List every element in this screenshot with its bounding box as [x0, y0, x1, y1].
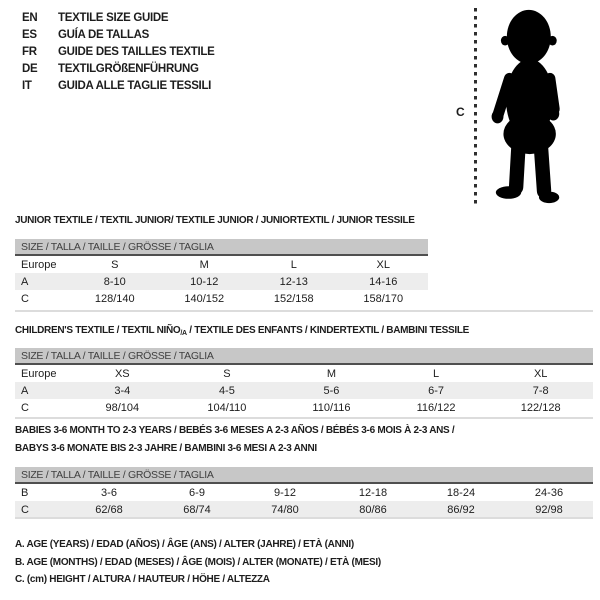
table-row-height [15, 290, 428, 307]
cell: 7-8 [532, 384, 549, 397]
babies-title-line1: BABIES 3-6 MONTH TO 2-3 YEARS / BEBÉS 3-6 MESES A 2-3 AÑOS / BÉBÉS 3-6 MOIS À 2-3 ANS / [15, 425, 455, 436]
cell: S [111, 258, 119, 271]
row-label: A [21, 275, 29, 288]
size-header-bar: SIZE / TALLA / TAILLE / GRÖSSE / TAGLIA [15, 239, 428, 255]
cell: S [223, 367, 231, 380]
cell: 3-4 [114, 384, 131, 397]
babies-size-table [15, 467, 593, 518]
cell: 10-12 [190, 275, 219, 288]
cell: 5-6 [323, 384, 340, 397]
cell: 18-24 [446, 486, 476, 499]
cell: 62/68 [95, 503, 123, 516]
lang-row-en [22, 10, 215, 27]
lang-code: ES [22, 29, 37, 41]
cell: 24-36 [534, 486, 564, 499]
row-label: C [21, 292, 29, 305]
cell: 92/98 [535, 503, 563, 516]
cell: 80/86 [359, 503, 387, 516]
cell: 6-9 [189, 486, 205, 499]
lang-title: TEXTILGRÖßENFÜHRUNG [58, 63, 199, 75]
cell: M [199, 258, 209, 271]
lang-title: GUIDA ALLE TAGLIE TESSILI [58, 80, 212, 92]
row-label: B [21, 486, 29, 499]
cell: 12-13 [279, 275, 308, 288]
junior-section-title: JUNIOR TEXTILE / TEXTIL JUNIOR/ TEXTILE JUNIOR / JUNIORTEXTIL / JUNIOR TESSILE [15, 215, 415, 226]
lang-row-it [22, 78, 215, 95]
cell: 3-6 [101, 486, 117, 499]
row-label: C [21, 401, 29, 414]
lang-code: EN [22, 12, 38, 24]
babies-section-title [15, 422, 454, 458]
table-bottom-rule [15, 517, 593, 519]
cell: 116/122 [416, 401, 456, 414]
legend-c: C. (cm) HEIGHT / ALTURA / HAUTEUR / HÖHE / ALTEZZA [15, 574, 270, 585]
table-bottom-rule [15, 310, 593, 312]
table-row-europe [15, 364, 593, 382]
cell: 68/74 [183, 503, 211, 516]
children-size-table [15, 348, 593, 416]
cell: L [433, 367, 440, 380]
language-title-list [22, 10, 215, 95]
cell: 86/92 [447, 503, 475, 516]
table-row-age [15, 273, 428, 290]
toddler-silhouette-icon [484, 8, 577, 206]
lang-code: DE [22, 63, 38, 75]
row-label: Europe [21, 367, 57, 380]
cell: 6-7 [428, 384, 445, 397]
children-title-sub: /A [180, 330, 187, 337]
lang-code: FR [22, 46, 37, 58]
cell: 12-18 [358, 486, 388, 499]
lang-row-es [22, 27, 215, 44]
size-header-bar: SIZE / TALLA / TAILLE / GRÖSSE / TAGLIA [15, 348, 593, 364]
table-row-age [15, 382, 593, 399]
junior-size-table [15, 239, 428, 307]
cell: 98/104 [105, 401, 140, 414]
cell: 140/152 [184, 292, 225, 305]
cell: XL [533, 367, 548, 380]
cell: 110/116 [312, 401, 351, 414]
cell: XS [114, 367, 130, 380]
row-label: Europe [21, 258, 57, 271]
table-row-months [15, 483, 593, 501]
lang-title: TEXTILE SIZE GUIDE [58, 12, 169, 24]
lang-code: IT [22, 80, 32, 92]
row-label: C [21, 503, 29, 516]
cell: M [326, 367, 337, 380]
height-measure-dashed-line [474, 8, 477, 208]
cell: L [290, 258, 297, 271]
table-row-europe [15, 255, 428, 273]
cell: 128/140 [94, 292, 135, 305]
height-measure-label: C [456, 105, 465, 119]
table-row-height [15, 501, 593, 518]
cell: 104/110 [207, 401, 247, 414]
cell: 152/158 [273, 292, 314, 305]
cell: XL [376, 258, 390, 271]
cell: 158/170 [363, 292, 404, 305]
cell: 9-12 [273, 486, 297, 499]
size-header-bar: SIZE / TALLA / TAILLE / GRÖSSE / TAGLIA [15, 467, 593, 483]
children-section-title [15, 322, 469, 343]
children-title-post: / TEXTILE DES ENFANTS / KINDERTEXTIL / BAMBINI TESSILE [186, 325, 470, 336]
babies-title-line2: BABYS 3-6 MONATE BIS 2-3 JAHRE / BAMBINI 3-6 MESI A 2-3 ANNI [15, 443, 317, 454]
cell: 8-10 [103, 275, 126, 288]
children-title-pre: CHILDREN'S TEXTILE / TEXTIL NIÑO [15, 325, 181, 336]
cell: 14-16 [369, 275, 398, 288]
cell: 4-5 [218, 384, 235, 397]
lang-title: GUIDE DES TAILLES TEXTILE [58, 46, 215, 58]
row-label: A [21, 384, 29, 397]
lang-row-fr [22, 44, 215, 61]
legend-b: B. AGE (MONTHS) / EDAD (MESES) / ÂGE (MOIS) / ALTER (MONATE) / ETÀ (MESI) [15, 556, 381, 568]
table-row-height [15, 399, 593, 416]
cell: 74/80 [271, 503, 299, 516]
legend-a: A. AGE (YEARS) / EDAD (AÑOS) / ÂGE (ANS) / ALTER (JAHRE) / ETÀ (ANNI) [15, 539, 354, 550]
measurement-legend [15, 536, 381, 589]
table-bottom-rule [15, 417, 593, 419]
toddler-silhouette-shapes [492, 10, 560, 203]
cell: 122/128 [520, 401, 561, 414]
lang-title: GUÍA DE TALLAS [58, 29, 149, 41]
lang-row-de [22, 61, 215, 78]
